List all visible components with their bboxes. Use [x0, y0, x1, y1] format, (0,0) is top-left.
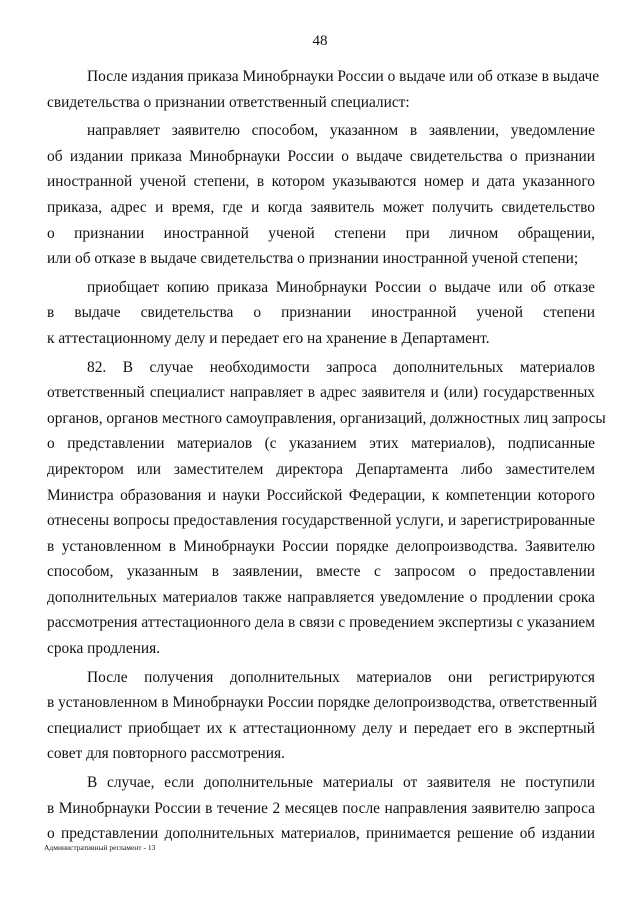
text-line: в Минобрнауки России в течение 2 месяцев после направления заявителю запроса: [47, 799, 595, 817]
text-line: о признании иностранной ученой степени при личном обращении,: [47, 224, 595, 242]
text-line: 82. В случае необходимости запроса дополнительных материалов: [87, 358, 595, 376]
text-line: способом, указанным в заявлении, вместе с запросом о предоставлении: [47, 563, 595, 581]
page-number: 48: [312, 33, 328, 49]
text-line: приказа, адрес и время, где и когда заявитель может получить свидетельство: [47, 198, 595, 216]
text-line: В случае, если дополнительные материалы от заявителя не поступили: [87, 774, 595, 792]
text-line: к аттестационному делу и передает его на хранение в Департамент.: [47, 329, 490, 347]
text-line: органов, органов местного самоуправления, организаций, должностных лиц запросы: [47, 409, 606, 427]
text-line: директором или заместителем директора Департамента либо заместителем: [47, 460, 595, 478]
text-line: направляет заявителю способом, указанном в заявлении, уведомление: [87, 122, 595, 140]
text-line: дополнительных материалов также направляется уведомление о продлении срока: [47, 588, 595, 606]
text-line: рассмотрения аттестационного дела в связи с проведением экспертизы с указанием: [47, 614, 595, 632]
paragraph: [47, 64, 600, 115]
text-line: После получения дополнительных материалов они регистрируются: [87, 668, 595, 686]
text-line: в выдаче свидетельства о признании иностранной ученой степени: [47, 304, 595, 322]
paragraph: [47, 118, 595, 272]
text-line: об издании приказа Минобрнауки России о выдаче свидетельства о признании: [47, 147, 595, 165]
text-line: отнесены вопросы предоставления государственной услуги, и зарегистрированные: [47, 512, 595, 530]
text-line: Министра образования и науки Российской Федерации, к компетенции которого: [47, 486, 595, 504]
text-line: приобщает копию приказа Минобрнауки России о выдаче или об отказе: [87, 278, 595, 296]
text-line: в установленном в Минобрнауки России порядке делопроизводства. Заявителю: [47, 537, 595, 555]
text-line: о представлении дополнительных материалов, принимается решение об издании: [47, 825, 595, 843]
text-line: ответственный специалист направляет в адрес заявителя и (или) государственных: [47, 384, 595, 402]
text-line: После издания приказа Минобрнауки России о выдаче или об отказе в выдаче: [87, 68, 600, 85]
text-line: совет для повторного рассмотрения.: [47, 745, 285, 763]
text-line: в установленном в Минобрнауки России порядке делопроизводства, ответственный: [47, 694, 598, 712]
text-line: срока продления.: [47, 640, 161, 658]
paragraph: [47, 770, 595, 847]
document-body: [47, 64, 606, 847]
text-line: или об отказе в выдаче свидетельства о признании иностранной ученой степени;: [47, 250, 579, 268]
text-line: свидетельства о признании ответственный специалист:: [47, 93, 410, 111]
text-line: о представлении материалов (с указанием этих материалов), подписанные: [47, 435, 595, 453]
paragraph: [47, 355, 606, 662]
footer-note: Административный регламент - 13: [44, 843, 156, 852]
paragraph: [47, 665, 598, 767]
text-line: иностранной ученой степени, в котором указываются номер и дата указанного: [47, 173, 595, 191]
paragraph: [47, 275, 595, 352]
text-line: специалист приобщает их к аттестационному делу и передает его в экспертный: [47, 719, 595, 737]
